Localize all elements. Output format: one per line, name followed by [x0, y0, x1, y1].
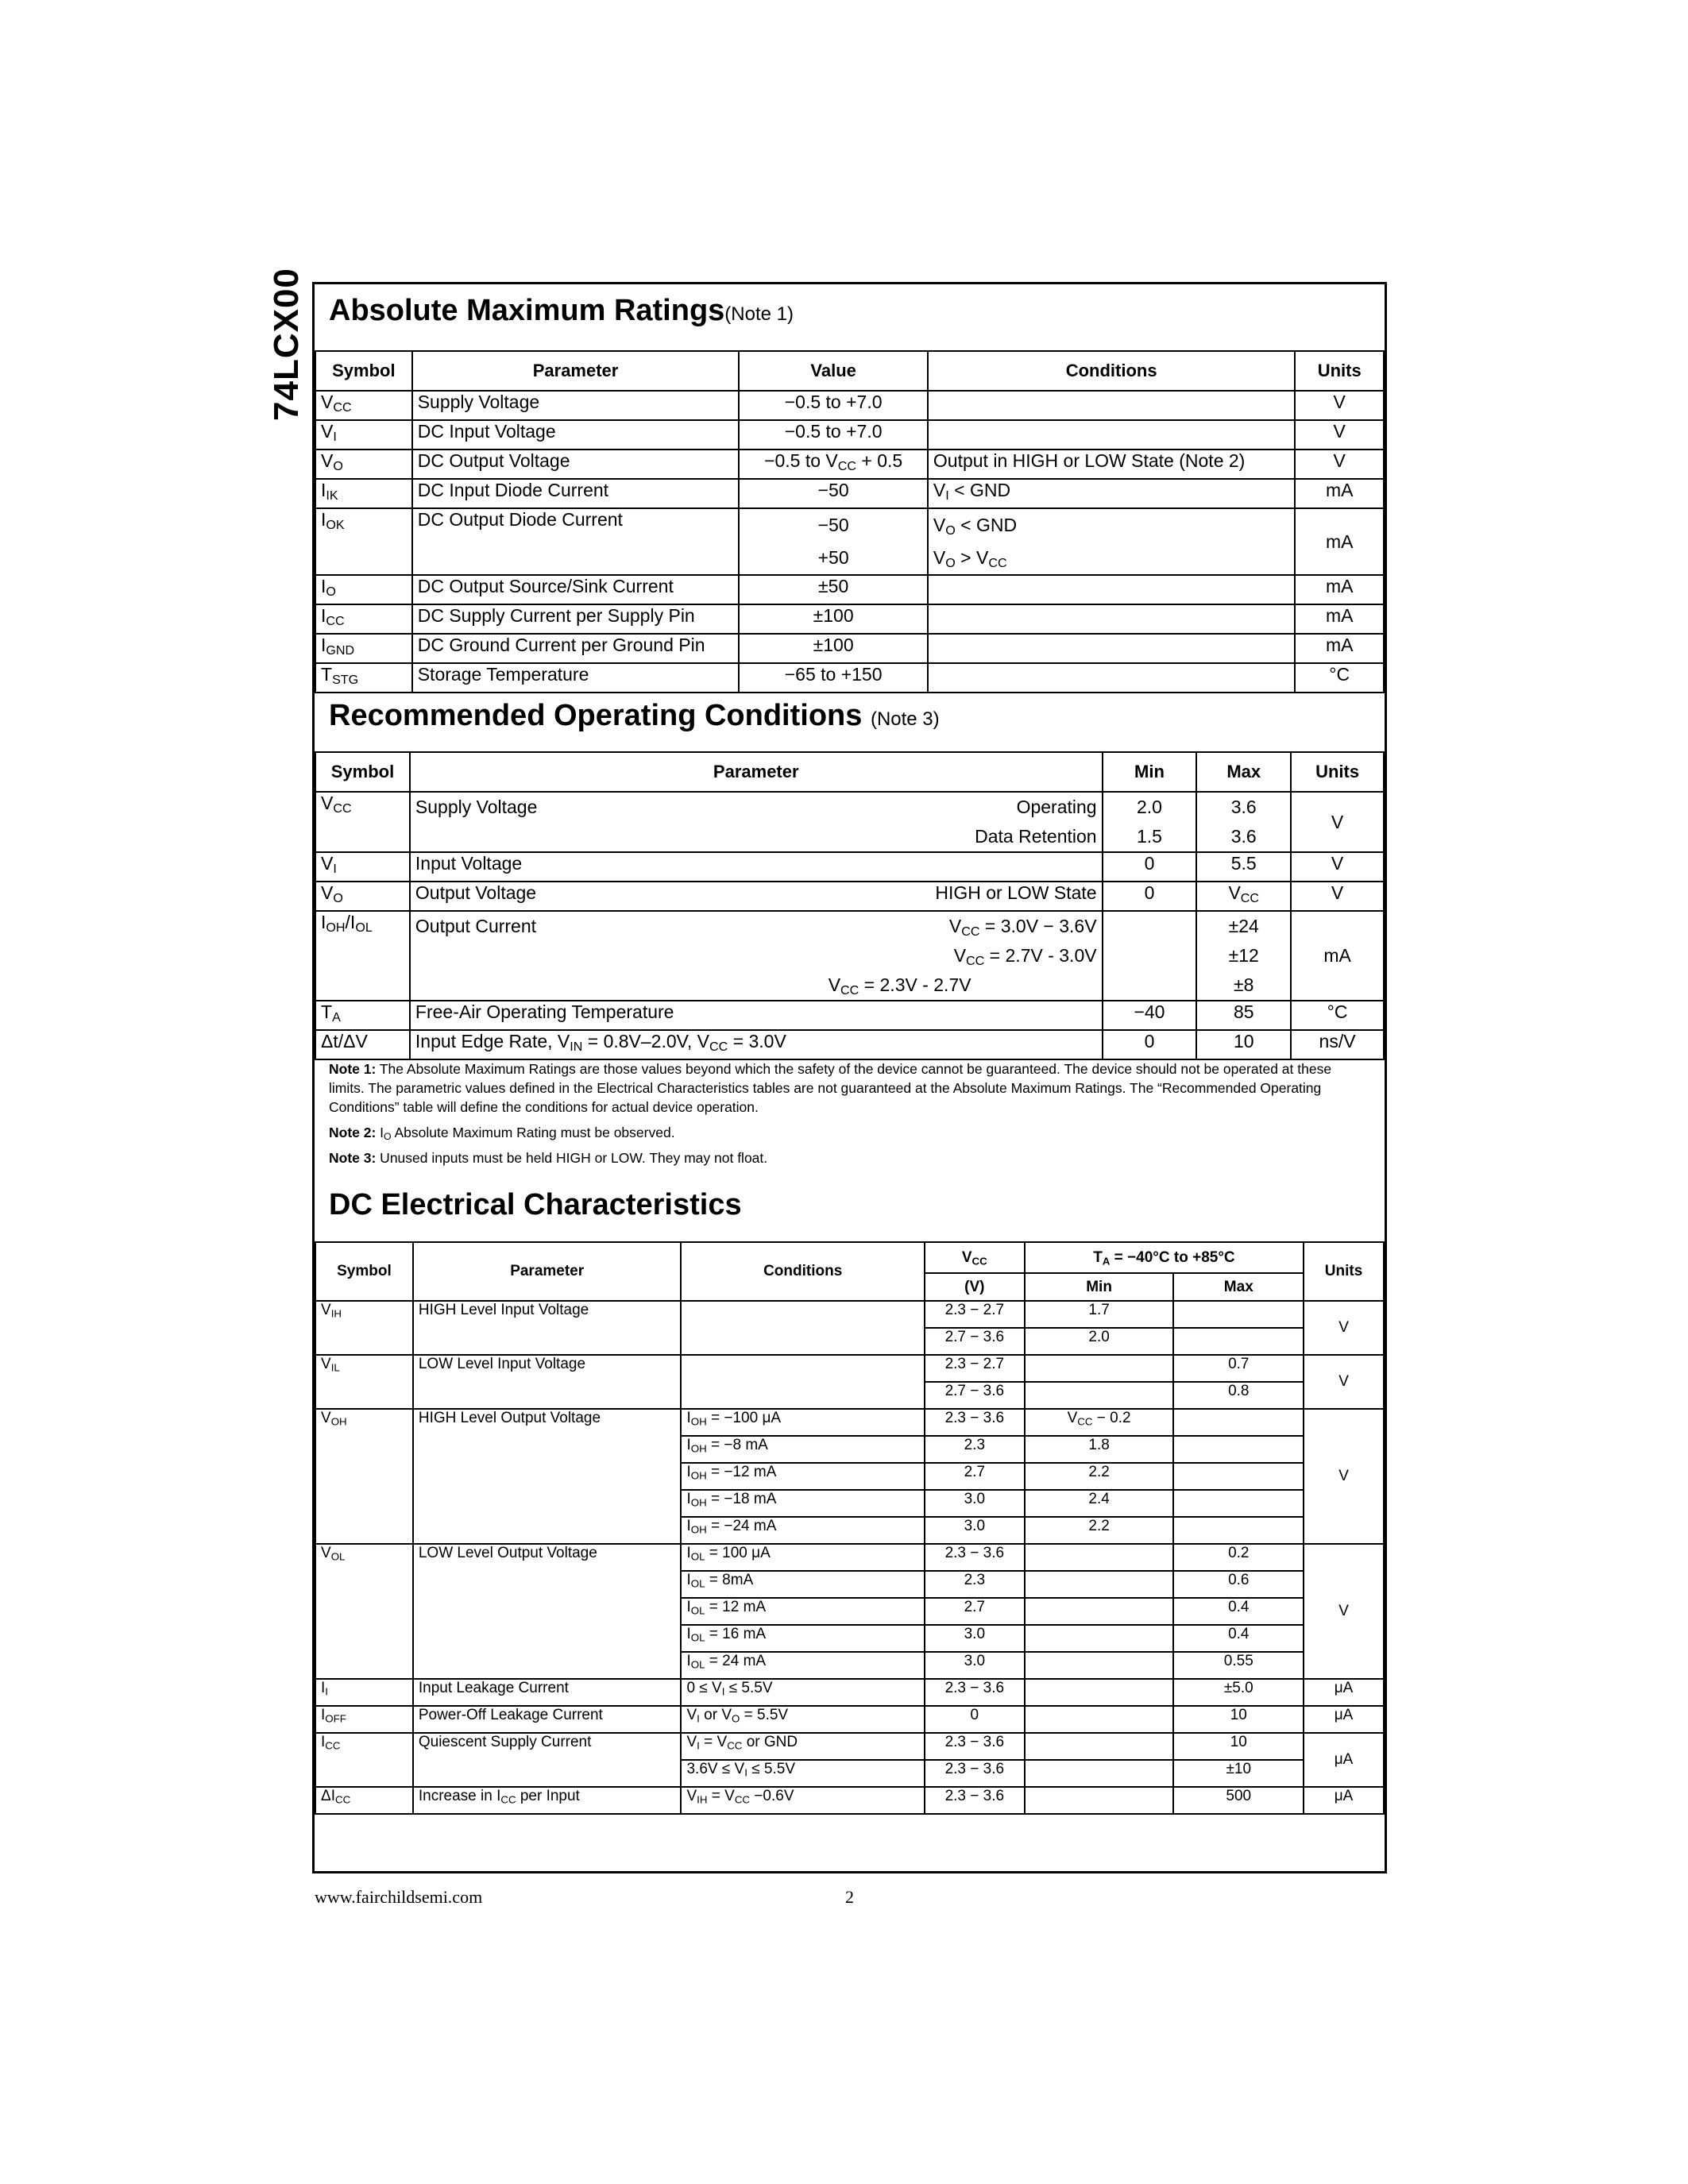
vcc: 2.3	[925, 1436, 1025, 1463]
min: 0	[1103, 882, 1197, 911]
min: 2.2	[1025, 1463, 1174, 1490]
max	[1173, 1409, 1304, 1436]
parameter: Input Edge Rate, $V_{IN} = 0.8V-2.0V$, $V_{CC} = 3.0V$	[410, 1030, 1103, 1059]
units: mA	[1295, 604, 1384, 634]
units: mA	[1295, 634, 1384, 663]
table-row	[315, 1355, 1384, 1382]
table-row	[315, 604, 1384, 634]
max	[1173, 1328, 1304, 1355]
parameter: Storage Temperature	[412, 663, 740, 693]
roc-title: Recommended Operating Conditions (Note 3)	[329, 699, 940, 732]
footer-url[interactable]: www.fairchildsemi.com	[315, 1887, 483, 1907]
dc-header-row-1	[315, 1242, 1384, 1273]
parameter: Supply Voltage	[412, 391, 740, 420]
roc-h-units: Units	[1291, 752, 1384, 792]
conditions: $I_{OH} = -100$ μA	[681, 1409, 924, 1436]
min	[1025, 1652, 1174, 1679]
parameter: DC Output Diode Current	[412, 508, 740, 575]
min: 2.0 1.5	[1103, 792, 1197, 852]
vcc: 2.3 − 2.7	[925, 1355, 1025, 1382]
page-number: 2	[845, 1887, 854, 1907]
max	[1173, 1301, 1304, 1328]
amr-h-cond: Conditions	[928, 351, 1295, 391]
max: 0.8	[1173, 1382, 1304, 1409]
table-row	[315, 852, 1384, 882]
amr-title: Absolute Maximum Ratings(Note 1)	[329, 294, 794, 327]
dc-h-vcc: $V_{CC}$	[925, 1242, 1025, 1273]
vcc: 2.7	[925, 1463, 1025, 1490]
symbol: $V_{CC}$	[315, 792, 410, 852]
note-3: Note 3: Unused inputs must be held HIGH or LOW. They may not float.	[329, 1150, 768, 1166]
symbol: $I_{OH}/I_{OL}$	[315, 911, 410, 1001]
conditions: $I_{OH} = -12$ mA	[681, 1463, 924, 1490]
value: −65 to +150	[739, 663, 928, 693]
vcc: 2.3 − 2.7	[925, 1301, 1025, 1328]
units: mA	[1291, 911, 1384, 1001]
amr-table	[315, 350, 1385, 693]
table-row	[315, 1787, 1384, 1814]
symbol: $I_{GND}$	[315, 634, 412, 663]
conditions: $I_{OL} = 16$ mA	[681, 1625, 924, 1652]
max: 10	[1196, 1030, 1291, 1059]
units: μA	[1304, 1706, 1384, 1733]
max	[1173, 1517, 1304, 1544]
max	[1173, 1436, 1304, 1463]
conditions: $I_{OL} = 8mA$	[681, 1571, 924, 1598]
units: V	[1304, 1409, 1384, 1544]
symbol: $T_{STG}$	[315, 663, 412, 693]
dc-h-vcc-unit: (V)	[925, 1273, 1025, 1301]
table-row	[315, 1409, 1384, 1436]
symbol: $V_{IH}$	[315, 1301, 413, 1355]
conditions: $V_I$ < GND	[928, 479, 1295, 508]
table-row	[315, 663, 1384, 693]
vcc: 2.3 − 3.6	[925, 1787, 1025, 1814]
units: mA	[1295, 479, 1384, 508]
units: V	[1295, 391, 1384, 420]
conditions: $I_{OH} = -8$ mA	[681, 1436, 924, 1463]
table-row	[315, 1544, 1384, 1571]
dc-h-ta: $T_A = -40^\circ C$ to +85°C	[1025, 1242, 1304, 1273]
roc-h-symbol: Symbol	[315, 752, 410, 792]
amr-h-value: Value	[739, 351, 928, 391]
max: 500	[1173, 1787, 1304, 1814]
min	[1025, 1760, 1174, 1787]
symbol: $I_{CC}$	[315, 604, 412, 634]
symbol: $V_O$	[315, 450, 412, 479]
units: V	[1291, 882, 1384, 911]
units: ns/V	[1291, 1030, 1384, 1059]
table-row	[315, 575, 1384, 604]
symbol: $V_{CC}$	[315, 391, 412, 420]
min	[1025, 1544, 1174, 1571]
symbol: $V_I$	[315, 852, 410, 882]
value: −0.5 to +7.0	[739, 420, 928, 450]
dc-h-units: Units	[1304, 1242, 1384, 1301]
symbol: $V_O$	[315, 882, 410, 911]
table-row	[315, 1001, 1384, 1030]
dc-h-symbol: Symbol	[315, 1242, 413, 1301]
symbol: $T_A$	[315, 1001, 410, 1030]
vcc: 2.7 − 3.6	[925, 1382, 1025, 1409]
max: 85	[1196, 1001, 1291, 1030]
table-row	[315, 1706, 1384, 1733]
vcc: 3.0	[925, 1490, 1025, 1517]
value: ±100	[739, 634, 928, 663]
vcc: 2.3 − 3.6	[925, 1760, 1025, 1787]
table-row	[315, 882, 1384, 911]
parameter: Power-Off Leakage Current	[413, 1706, 682, 1733]
parameter: DC Output Source/Sink Current	[412, 575, 740, 604]
parameter: LOW Level Output Voltage	[413, 1544, 682, 1679]
value: ±50	[739, 575, 928, 604]
note-1: Note 1: The Absolute Maximum Ratings are those values beyond which the safety of the device cannot be guaranteed. The device should not be operated at these limits. The parametric values defined in the Electrical Characteristics tables are not guaranteed at the Absolute Maximum Ratings. The “Recommended Operating Conditions” table will define the conditions for actual device operation.	[329, 1061, 1332, 1115]
conditions	[681, 1355, 924, 1409]
min	[1025, 1787, 1174, 1814]
units: °C	[1295, 663, 1384, 693]
units: °C	[1291, 1001, 1384, 1030]
min	[1025, 1355, 1174, 1382]
min: 2.4	[1025, 1490, 1174, 1517]
symbol: $V_{OL}$	[315, 1544, 413, 1679]
min	[1103, 911, 1197, 1001]
min: $V_{CC} - 0.2$	[1025, 1409, 1174, 1436]
conditions: $V_O$ < GND $V_O > V_{CC}$	[928, 508, 1295, 575]
value: −50	[739, 479, 928, 508]
max: $V_{CC}$	[1196, 882, 1291, 911]
vcc: 2.3 − 3.6	[925, 1409, 1025, 1436]
conditions	[928, 391, 1295, 420]
conditions	[928, 663, 1295, 693]
table-row	[315, 792, 1384, 852]
parameter: Increase in $I_{CC}$ per Input	[413, 1787, 682, 1814]
symbol: $\Delta I_{CC}$	[315, 1787, 413, 1814]
units: μA	[1304, 1787, 1384, 1814]
symbol: $I_{OFF}$	[315, 1706, 413, 1733]
units: μA	[1304, 1733, 1384, 1787]
units: V	[1295, 450, 1384, 479]
vcc: 2.7	[925, 1598, 1025, 1625]
conditions: $V_I$ or $V_O = 5.5V$	[681, 1706, 924, 1733]
symbol: $V_{OH}$	[315, 1409, 413, 1544]
symbol: $I_O$	[315, 575, 412, 604]
conditions: $I_{OH} = -18$ mA	[681, 1490, 924, 1517]
max	[1173, 1490, 1304, 1517]
conditions	[928, 634, 1295, 663]
table-row	[315, 508, 1384, 575]
conditions	[681, 1301, 924, 1355]
vcc: 2.7 − 3.6	[925, 1328, 1025, 1355]
parameter: Output Current $V_{CC} = 3.0V - 3.6V$ $V_{CC} = 2.7V - 3.0V$ $V_{CC} = 2.3V - 2.7V$	[410, 911, 1103, 1001]
min	[1025, 1571, 1174, 1598]
units: mA	[1295, 575, 1384, 604]
table-row	[315, 1030, 1384, 1059]
max: ±24 ±12 ±8	[1196, 911, 1291, 1001]
roc-h-min: Min	[1103, 752, 1197, 792]
parameter: Input Leakage Current	[413, 1679, 682, 1706]
symbol: $V_I$	[315, 420, 412, 450]
vcc: 2.3 − 3.6	[925, 1544, 1025, 1571]
units: V	[1291, 852, 1384, 882]
min: 0	[1103, 1030, 1197, 1059]
conditions: $0 \le V_I \le 5.5V$	[681, 1679, 924, 1706]
conditions	[928, 575, 1295, 604]
table-row	[315, 1679, 1384, 1706]
conditions: $V_I = V_{CC}$ or GND	[681, 1733, 924, 1760]
parameter: DC Input Voltage	[412, 420, 740, 450]
symbol: Δt/ΔV	[315, 1030, 410, 1059]
roc-h-param: Parameter	[410, 752, 1103, 792]
symbol: $I_{OK}$	[315, 508, 412, 575]
min	[1025, 1382, 1174, 1409]
min: 1.8	[1025, 1436, 1174, 1463]
symbol: $I_{CC}$	[315, 1733, 413, 1787]
parameter: Output Voltage HIGH or LOW State	[410, 882, 1103, 911]
value: −0.5 to $V_{CC} + 0.5$	[739, 450, 928, 479]
conditions	[928, 604, 1295, 634]
parameter: DC Input Diode Current	[412, 479, 740, 508]
vcc: 2.3 − 3.6	[925, 1679, 1025, 1706]
amr-h-units: Units	[1295, 351, 1384, 391]
vcc: 3.0	[925, 1652, 1025, 1679]
min: 2.2	[1025, 1517, 1174, 1544]
symbol: $I_I$	[315, 1679, 413, 1706]
units: V	[1304, 1355, 1384, 1409]
roc-header-row	[315, 752, 1384, 792]
vcc: 3.0	[925, 1517, 1025, 1544]
units: μA	[1304, 1679, 1384, 1706]
max: 0.55	[1173, 1652, 1304, 1679]
max: 0.4	[1173, 1598, 1304, 1625]
max	[1173, 1463, 1304, 1490]
min: 1.7	[1025, 1301, 1174, 1328]
conditions: $I_{OL} = 24$ mA	[681, 1652, 924, 1679]
parameter: DC Ground Current per Ground Pin	[412, 634, 740, 663]
vcc: 3.0	[925, 1625, 1025, 1652]
max: ±10	[1173, 1760, 1304, 1787]
value: −0.5 to +7.0	[739, 391, 928, 420]
parameter: HIGH Level Output Voltage	[413, 1409, 682, 1544]
max: 0.4	[1173, 1625, 1304, 1652]
amr-header-row	[315, 351, 1384, 391]
symbol: $V_{IL}$	[315, 1355, 413, 1409]
symbol: $I_{IK}$	[315, 479, 412, 508]
conditions: $3.6V \le V_I \le 5.5V$	[681, 1760, 924, 1787]
parameter: DC Supply Current per Supply Pin	[412, 604, 740, 634]
min	[1025, 1625, 1174, 1652]
note-2: Note 2: $I_O$ Absolute Maximum Rating must be observed.	[329, 1125, 675, 1143]
units: V	[1291, 792, 1384, 852]
table-row	[315, 1301, 1384, 1328]
dc-h-min: Min	[1025, 1273, 1174, 1301]
min: 2.0	[1025, 1328, 1174, 1355]
table-row	[315, 479, 1384, 508]
units: V	[1295, 420, 1384, 450]
table-row	[315, 450, 1384, 479]
min	[1025, 1733, 1174, 1760]
conditions: $I_{OL} = 12$ mA	[681, 1598, 924, 1625]
max: 0.7	[1173, 1355, 1304, 1382]
units: mA	[1295, 508, 1384, 575]
conditions: $I_{OH} = -24$ mA	[681, 1517, 924, 1544]
table-row	[315, 634, 1384, 663]
units: V	[1304, 1301, 1384, 1355]
min	[1025, 1598, 1174, 1625]
roc-h-max: Max	[1196, 752, 1291, 792]
value: −50 +50	[739, 508, 928, 575]
table-row	[315, 391, 1384, 420]
value: ±100	[739, 604, 928, 634]
parameter: Supply Voltage Operating Data Retention	[410, 792, 1103, 852]
table-row	[315, 420, 1384, 450]
min: 0	[1103, 852, 1197, 882]
min	[1025, 1679, 1174, 1706]
parameter: LOW Level Input Voltage	[413, 1355, 682, 1409]
max: 10	[1173, 1706, 1304, 1733]
table-row	[315, 1733, 1384, 1760]
conditions	[928, 420, 1295, 450]
part-number-side-label: 74LCX00	[267, 268, 306, 421]
max: 5.5	[1196, 852, 1291, 882]
min: −40	[1103, 1001, 1197, 1030]
conditions: $I_{OL} = 100$ μA	[681, 1544, 924, 1571]
conditions: $V_{IH} = V_{CC} -0.6V$	[681, 1787, 924, 1814]
notes-block	[329, 1059, 1362, 1174]
max: 0.6	[1173, 1571, 1304, 1598]
dc-h-param: Parameter	[413, 1242, 682, 1301]
vcc: 2.3 − 3.6	[925, 1733, 1025, 1760]
max: 3.6 3.6	[1196, 792, 1291, 852]
vcc: 0	[925, 1706, 1025, 1733]
max: 10	[1173, 1733, 1304, 1760]
roc-table	[315, 751, 1385, 1060]
dc-h-max: Max	[1173, 1273, 1304, 1301]
min	[1025, 1706, 1174, 1733]
max: ±5.0	[1173, 1679, 1304, 1706]
parameter: HIGH Level Input Voltage	[413, 1301, 682, 1355]
parameter: Input Voltage	[410, 852, 1103, 882]
parameter: Free-Air Operating Temperature	[410, 1001, 1103, 1030]
dc-title: DC Electrical Characteristics	[329, 1188, 742, 1221]
parameter: Quiescent Supply Current	[413, 1733, 682, 1787]
max: 0.2	[1173, 1544, 1304, 1571]
units: V	[1304, 1544, 1384, 1679]
vcc: 2.3	[925, 1571, 1025, 1598]
dc-h-cond: Conditions	[681, 1242, 924, 1301]
amr-h-param: Parameter	[412, 351, 740, 391]
amr-h-symbol: Symbol	[315, 351, 412, 391]
dc-table	[315, 1241, 1385, 1815]
parameter: DC Output Voltage	[412, 450, 740, 479]
table-row	[315, 911, 1384, 1001]
conditions: Output in HIGH or LOW State (Note 2)	[928, 450, 1295, 479]
